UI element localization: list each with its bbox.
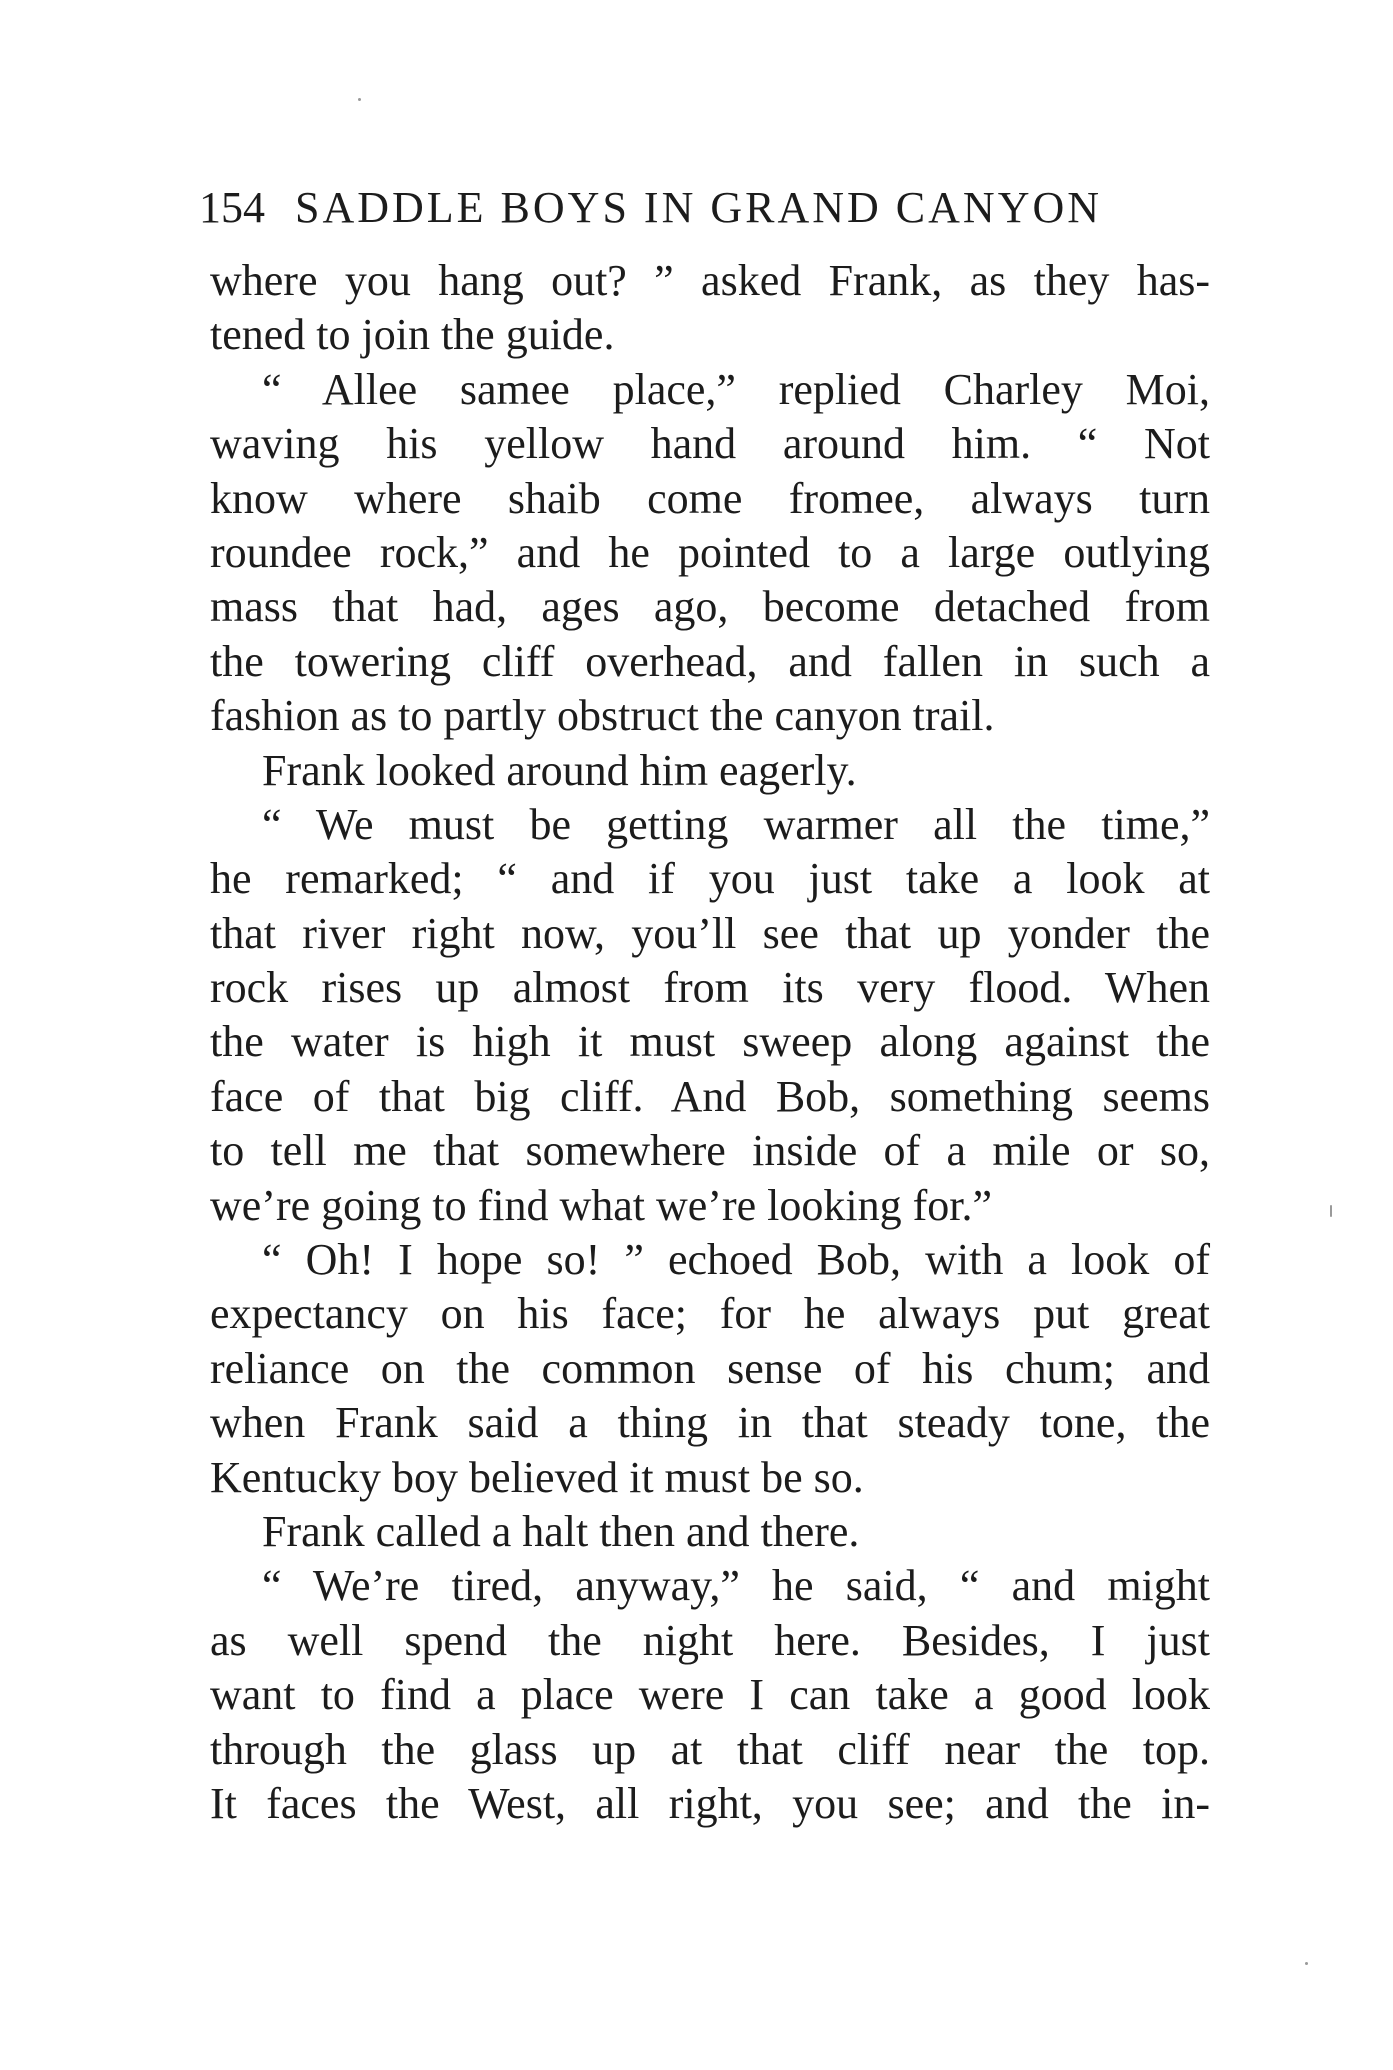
text-line: when Frank said a thing in that steady tone, the [210, 1398, 1210, 1448]
text-line: “ Oh! I hope so! ” echoed Bob, with a look of [262, 1235, 1210, 1285]
page-number: 154 [199, 183, 265, 232]
text-line: he remarked; “ and if you just take a look at [210, 854, 1210, 904]
paper-speck [1330, 1205, 1332, 1217]
text-line: It faces the West, all right, you see; and the in- [210, 1778, 1210, 1828]
text-line: the towering cliff overhead, and fallen in such a [210, 636, 1210, 686]
text-line: face of that big cliff. And Bob, something seems [210, 1071, 1210, 1121]
text-line: Frank looked around him eagerly. [262, 745, 857, 795]
text-line: “ We’re tired, anyway,” he said, “ and might [262, 1561, 1210, 1611]
text-line: as well spend the night here. Besides, I just [210, 1615, 1210, 1665]
text-line: rock rises up almost from its very flood. When [210, 963, 1210, 1013]
text-line: roundee rock,” and he pointed to a large outlying [210, 527, 1210, 577]
text-line: “ We must be getting warmer all the time,” [262, 799, 1210, 849]
text-line: to tell me that somewhere inside of a mile or so, [210, 1126, 1210, 1176]
text-line: mass that had, ages ago, become detached from [210, 582, 1210, 632]
text-line: we’re going to find what we’re looking for.” [210, 1180, 992, 1230]
text-line: reliance on the common sense of his chum; and [210, 1343, 1210, 1393]
text-line: Kentucky boy believed it must be so. [210, 1452, 864, 1502]
text-line: know where shaib come fromee, always turn [210, 473, 1210, 523]
text-line: through the glass up at that cliff near the top. [210, 1724, 1210, 1774]
text-line: where you hang out? ” asked Frank, as they has- [210, 256, 1210, 305]
text-line: fashion as to partly obstruct the canyon trail. [210, 691, 995, 741]
running-head [199, 180, 1209, 236]
text-line: Frank called a halt then and there. [262, 1506, 860, 1556]
body-text [210, 254, 1210, 1831]
text-line: that river right now, you’ll see that up yonder the [210, 908, 1210, 958]
paper-speck [1305, 1962, 1308, 1965]
text-line: want to find a place were I can take a good look [210, 1670, 1210, 1720]
text-line: waving his yellow hand around him. “ Not [210, 419, 1210, 469]
running-title: SADDLE BOYS IN GRAND CANYON [295, 183, 1103, 232]
text-line: tened to join the guide. [210, 310, 615, 360]
text-line: “ Allee samee place,” replied Charley Moi, [262, 364, 1210, 414]
paper-speck [358, 98, 361, 101]
text-line: the water is high it must sweep along against the [210, 1017, 1210, 1067]
text-line: expectancy on his face; for he always put great [210, 1289, 1210, 1339]
